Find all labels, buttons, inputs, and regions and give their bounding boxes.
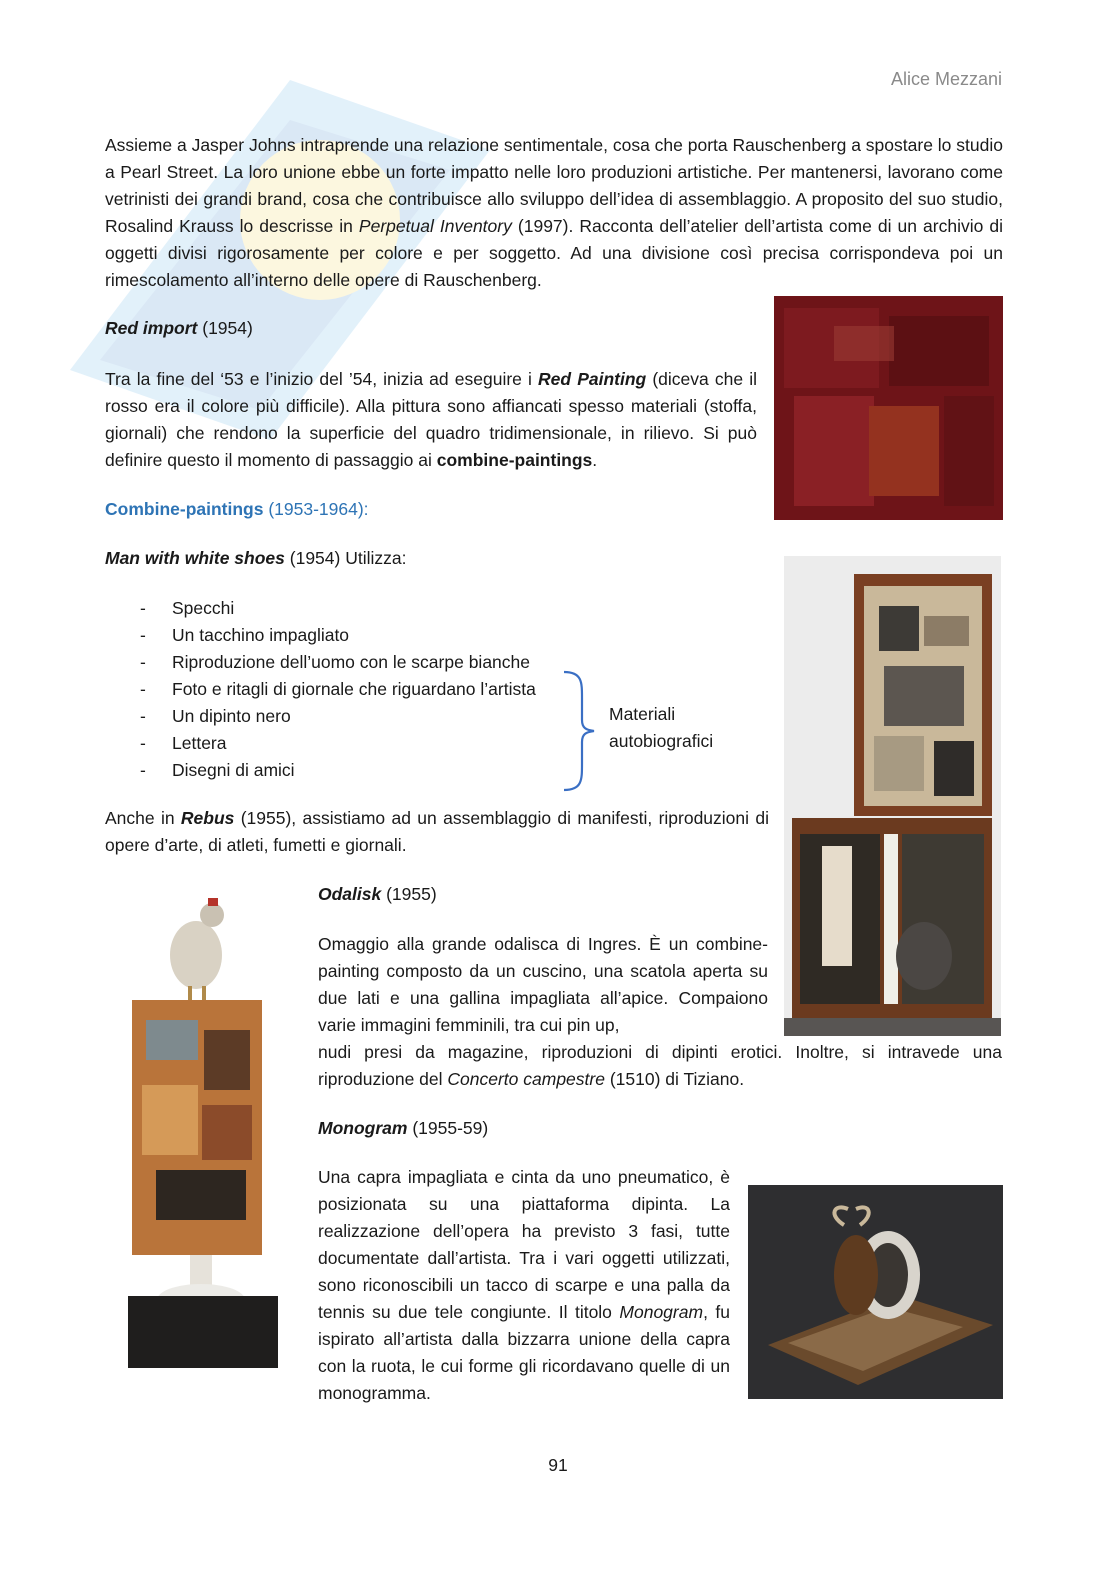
- list-item: - Lettera: [140, 730, 600, 757]
- monogram-paragraph: Una capra impagliata e cinta da uno pneumatico, è posizionata su una piattaforma dipinta. La realizzazione dell’opera ha previsto 3 fasi, tutte documentate dall’artista. Tra i vari oggetti utilizzati, sono riconoscibili un tacco di scarpe e una palla da tennis su due tele congiunte. Il titolo Monogram, fu ispirato all’artista dalla bizzarra unione della capra con la ruota, le cui forme gli ricordavano quelle di un monogramma.: [318, 1167, 730, 1403]
- list-item: - Un dipinto nero: [140, 703, 600, 730]
- combine-paintings-heading: Combine-paintings (1953-1964):: [105, 499, 369, 519]
- rebus-paragraph: Anche in Rebus (1955), assistiamo ad un assemblaggio di manifesti, riproduzioni di opere d’arte, di atleti, fumetti e giornali.: [105, 808, 769, 855]
- page-number: 91: [548, 1455, 568, 1475]
- page-header-author: Alice Mezzani: [890, 69, 1002, 89]
- red-import-image: [774, 296, 1003, 520]
- man-white-shoes-image: [784, 556, 1001, 1036]
- list-item: - Foto e ritagli di giornale che riguardano l’artista: [140, 676, 600, 703]
- monogram-image: [748, 1185, 1003, 1399]
- odalisk-image: [112, 880, 302, 1380]
- brace-label: Materiali autobiografici: [609, 704, 714, 751]
- intro-paragraph: Assieme a Jasper Johns intraprende una relazione sentimentale, cosa che porta Rauschenberg a spostare lo studio a Pearl Street. La loro unione ebbe un forte impatto nelle loro produzioni artistiche. Per mantenersi, lavorano come vetrinisti dei grandi brand, cosa che contribuisce allo sviluppo dell’idea di assemblaggio. A proposito del suo studio, Rosalind Krauss lo descrisse in Perpetual Inventory (1997). Racconta dell’atelier dell’artista come di un archivio di oggetti divisi rigorosamente per colore e per soggetto. Ad una divisione così precisa corrispondeva poi un rimescolamento all’interno delle opere di Rauschenberg.: [105, 135, 1003, 290]
- red-import-paragraph: Tra la fine del ‘53 e l’inizio del ’54, inizia ad eseguire i Red Painting (diceva che il rosso era il colore più difficile). Alla pittura sono affiancati spesso materiali (stoffa, giornali) che rendono la superficie del quadro tridimensionale, in rilievo. Si può definire questo il momento di passaggio ai combine-paintings.: [105, 369, 757, 470]
- list-item: - Disegni di amici: [140, 757, 600, 784]
- list-item: - Un tacchino impagliato: [140, 622, 600, 649]
- odalisk-heading: Odalisk (1955): [318, 884, 437, 904]
- man-white-shoes-heading: Man with white shoes (1954) Utilizza:: [105, 548, 407, 568]
- concerto-title: Concerto campestre: [447, 1069, 605, 1089]
- odalisk-paragraph-continued: nudi presi da magazine, riproduzioni di dipinti erotici. Inoltre, si intravede una riproduzione del Concerto campestre (1510) di Tiziano.: [318, 1042, 1002, 1089]
- book-title: Perpetual Inventory: [358, 216, 512, 236]
- materials-list: [140, 595, 600, 784]
- list-item: - Riproduzione dell’uomo con le scarpe bianche: [140, 649, 600, 676]
- monogram-heading: Monogram (1955-59): [318, 1118, 489, 1138]
- brace-icon: [560, 668, 600, 794]
- red-import-heading: Red import (1954): [105, 318, 253, 338]
- odalisk-paragraph: Omaggio alla grande odalisca di Ingres. È un combine-painting composto da un cuscino, una scatola aperta su due lati e una gallina impagliata all’apice. Compaiono varie immagini femminili, tra cui pin up,: [318, 934, 768, 1035]
- list-item: - Specchi: [140, 595, 600, 622]
